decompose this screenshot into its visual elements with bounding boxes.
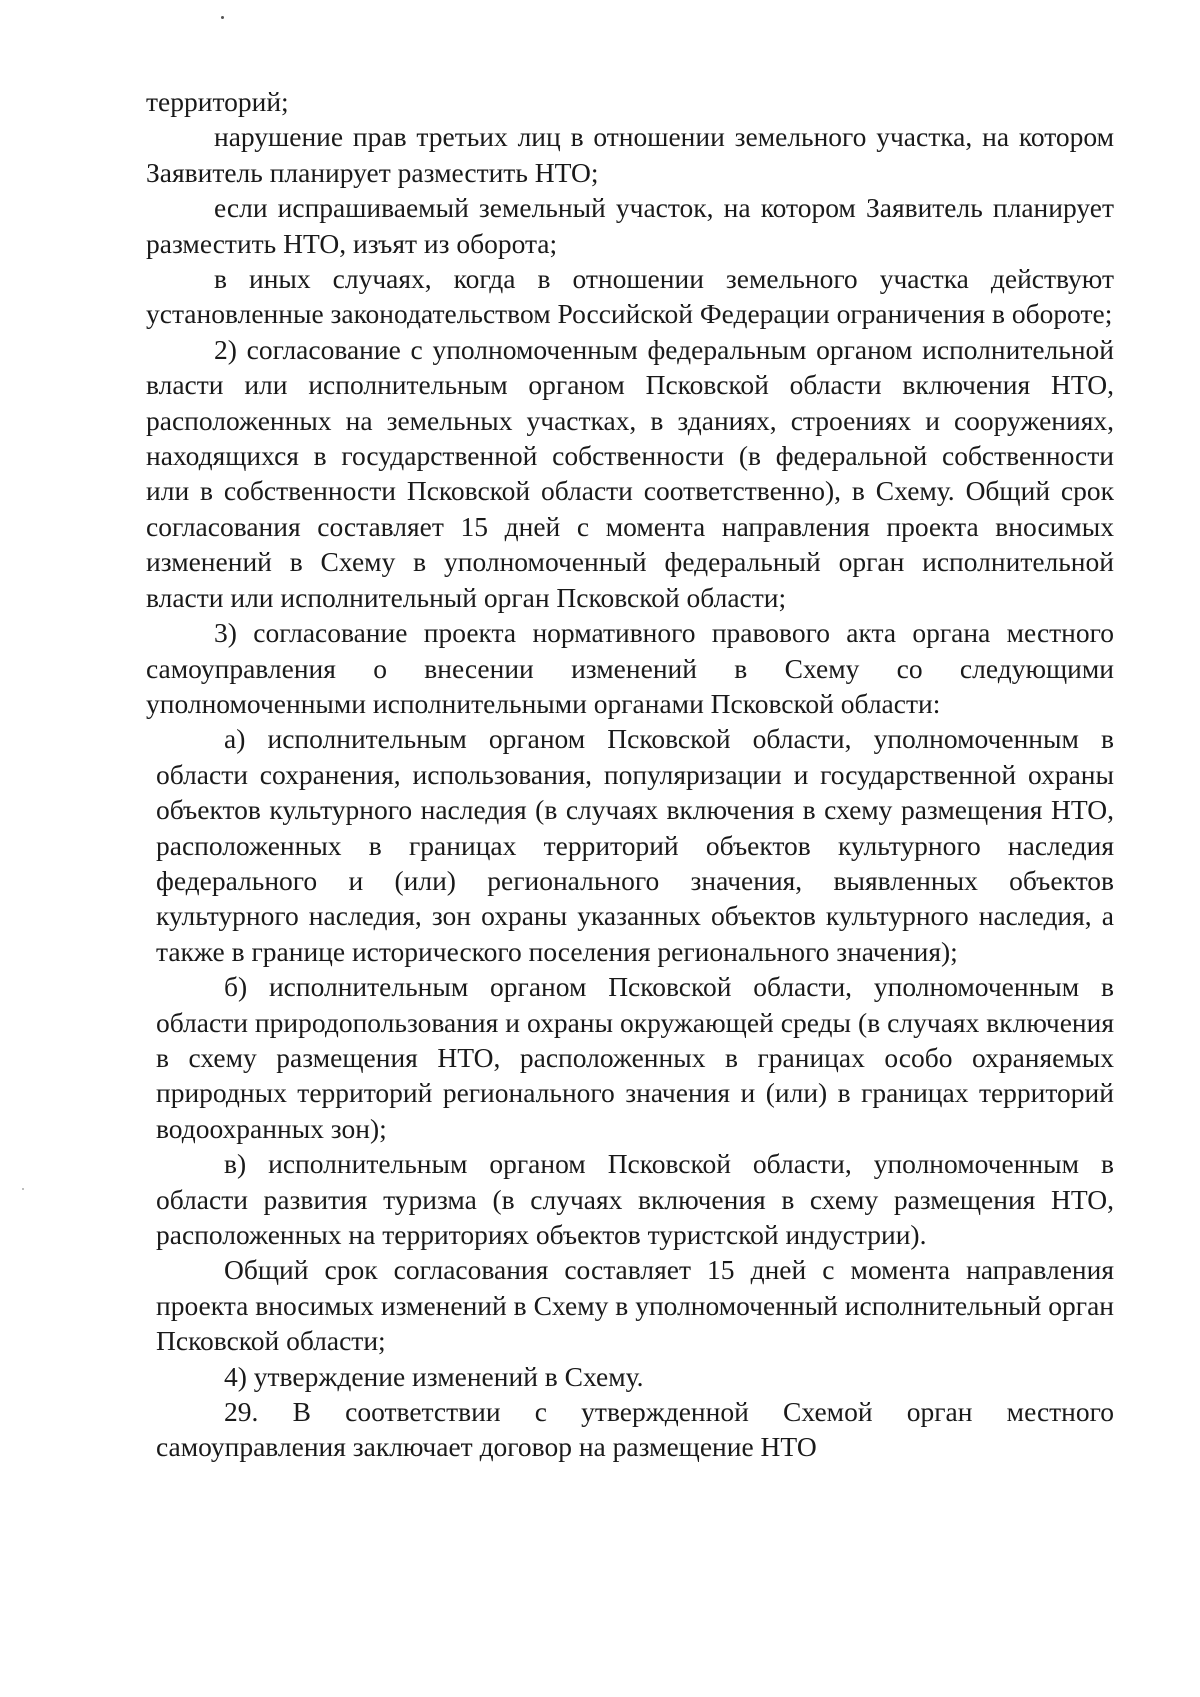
- document-body: [146, 84, 1114, 1465]
- scan-speck: [22, 1188, 24, 1190]
- scan-dot: [221, 16, 224, 19]
- paragraph-item-3-regional-approval: 3) согласование проекта нормативного правового акта органа местного самоуправления о внесении изменений в Схему со следующими уполномоченными исполнительными органами Псковской области:: [146, 617, 1114, 719]
- paragraph-withdrawn-land: если испрашиваемый земельный участок, на котором Заявитель планирует разместить НТО, изъят из оборота;: [146, 192, 1114, 259]
- paragraph-item-2-federal-approval: 2) согласование с уполномоченным федеральным органом исполнительной власти или исполнительным органом Псковской области включения НТО, расположенных на земельных участках, в зданиях, строениях и сооружениях, находящихся в государственной собственности (в федеральной собственности или в собственности Псковской области соответственно), в Схему. Общий срок согласования составляет 15 дней с момента направления проекта вносимых изменений в Схему в уполномоченный федеральный орган исполнительной власти или исполнительный орган Псковской области;: [146, 333, 1114, 613]
- paragraph-territories: территорий;: [146, 86, 289, 117]
- paragraph-approval-term: Общий срок согласования составляет 15 дней с момента направления проекта вносимых изменений в Схему в уполномоченный исполнительный орган Псковской области;: [156, 1254, 1114, 1357]
- paragraph-item-4-approval: 4) утверждение изменений в Схему.: [224, 1360, 644, 1392]
- paragraph-item-c-tourism: в) исполнительным органом Псковской области, уполномоченным в области развития туризма (в случаях включения в схему размещения НТО, расположенных на территориях объектов туристской индустрии).: [156, 1148, 1114, 1250]
- paragraph-other-restrictions: в иных случаях, когда в отношении земельного участка действуют установленные законодательством Российской Федерации ограничения в обороте;: [146, 263, 1114, 330]
- paragraph-item-a-cultural-heritage: а) исполнительным органом Псковской области, уполномоченным в области сохранения, использования, популяризации и государственной охраны объектов культурного наследия (в случаях включения в схему размещения НТО, расположенных в границах территорий объектов культурного наследия федерального и (или) регионального значения, выявленных объектов культурного наследия, зон охраны указанных объектов культурного наследия, а также в границе исторического поселения регионального значения);: [156, 723, 1114, 967]
- paragraph-item-b-environment: б) исполнительным органом Псковской области, уполномоченным в области природопользования и охраны окружающей среды (в случаях включения в схему размещения НТО, расположенных в границах особо охраняемых природных территорий регионального значения и (или) в границах территорий водоохранных зон);: [156, 971, 1114, 1144]
- paragraph-third-party-rights: нарушение прав третьих лиц в отношении земельного участка, на котором Заявитель планирует разместить НТО;: [146, 121, 1114, 188]
- paragraph-item-29-contract: 29. В соответствии с утвержденной Схемой орган местного самоуправления заключает договор на размещение НТО: [156, 1396, 1114, 1463]
